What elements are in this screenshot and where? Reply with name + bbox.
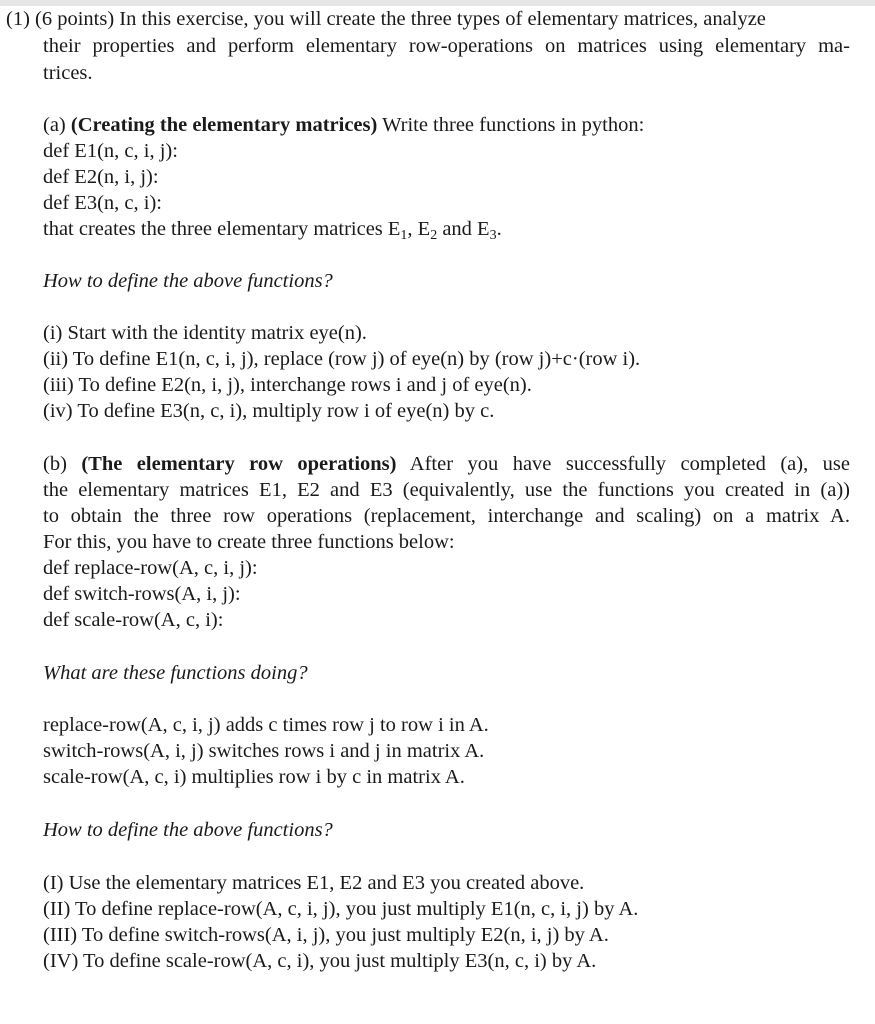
def-switch-rows: def switch-rows(A, i, j): [43, 583, 241, 605]
part-b-label: (b) [43, 453, 82, 475]
intro-line-1: (1) (6 points) In this exercise, you will create the three types of elementary matrices, analyze [6, 8, 766, 30]
explain-scale-row: scale-row(A, c, i) multiplies row i by c in matrix A. [43, 766, 465, 788]
closing-sub-2: 2 [430, 228, 438, 243]
def-e3: def E3(n, c, i): [43, 192, 162, 214]
part-b-line1-rest: After you have successfully completed (a), use [396, 453, 851, 475]
part-b-title: (The elementary row operations) [81, 453, 397, 475]
part-a-text: Write three functions in python: [377, 114, 645, 136]
part-b-heading [43, 451, 850, 477]
step-iv: (iv) To define E3(n, c, i), multiply row i of eye(n) by c. [43, 400, 495, 422]
step-II: (II) To define replace-row(A, c, i, j), you just multiply E1(n, c, i, j) by A. [43, 898, 639, 920]
intro-line-3: trices. [43, 62, 93, 84]
part-b-question-text: What are these functions doing? [43, 662, 308, 684]
part-a-question-text: How to define the above functions? [43, 270, 333, 292]
part-a-closing [43, 216, 502, 249]
part-b-line-4: For this, you have to create three functions below: [43, 531, 455, 553]
part-a-question [43, 268, 333, 294]
step-i: (i) Start with the identity matrix eye(n). [43, 322, 367, 344]
step-III: (III) To define switch-rows(A, i, j), you just multiply E2(n, i, j) by A. [43, 924, 609, 946]
part-b-question-2-text: How to define the above functions? [43, 819, 333, 841]
def-scale-row: def scale-row(A, c, i): [43, 609, 224, 631]
part-b-line-2: the elementary matrices E1, E2 and E3 (equivalently, use the functions you created in (a)) [43, 479, 850, 501]
part-b-question [43, 660, 308, 686]
part-b-line-3: to obtain the three row operations (replacement, interchange and scaling) on a matrix A. [43, 505, 850, 527]
explain-replace-row: replace-row(A, c, i, j) adds c times row j to row i in A. [43, 714, 489, 736]
part-a-title: (Creating the elementary matrices) [70, 114, 378, 136]
closing-sep-2: and E [437, 218, 490, 240]
part-a-heading [43, 112, 644, 138]
closing-sub-3: 3 [489, 228, 497, 243]
def-replace-row: def replace-row(A, c, i, j): [43, 557, 258, 579]
intro-line-2: their properties and perform elementary row-operations on matrices using elementary ma- [43, 35, 850, 57]
closing-sep-1: , E [407, 218, 431, 240]
closing-sub-1: 1 [400, 228, 408, 243]
explain-switch-rows: switch-rows(A, i, j) switches rows i and j in matrix A. [43, 740, 485, 762]
step-ii: (ii) To define E1(n, c, i, j), replace (row j) of eye(n) by (row j)+c·(row i). [43, 348, 641, 370]
step-iii: (iii) To define E2(n, i, j), interchange rows i and j of eye(n). [43, 374, 532, 396]
def-e1: def E1(n, c, i, j): [43, 140, 178, 162]
closing-text: that creates the three elementary matrices E [43, 218, 401, 240]
step-I: (I) Use the elementary matrices E1, E2 and E3 you created above. [43, 872, 585, 894]
part-b-question-2 [43, 817, 333, 843]
closing-end: . [496, 218, 502, 240]
step-IV: (IV) To define scale-row(A, c, i), you just multiply E3(n, c, i) by A. [43, 950, 597, 972]
part-a-label: (a) [43, 114, 71, 136]
def-e2: def E2(n, i, j): [43, 166, 159, 188]
